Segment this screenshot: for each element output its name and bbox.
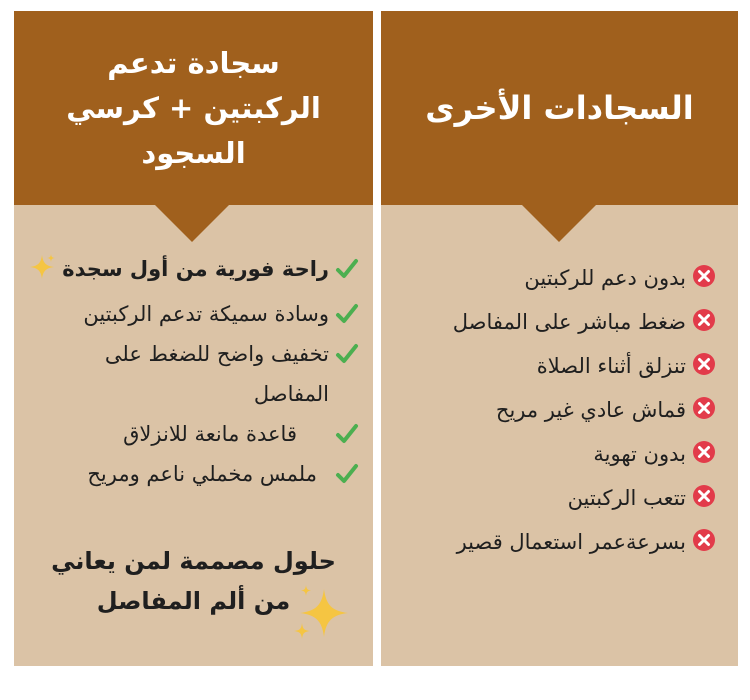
drawback-item [376, 300, 716, 344]
x-icon [692, 484, 716, 508]
product-benefits-list [14, 249, 359, 494]
drawback-item [376, 432, 716, 476]
x-icon [692, 264, 716, 288]
drawback-label: تنزلق أثناء الصلاة [536, 354, 686, 378]
drawback-item [376, 520, 716, 564]
product-title-line3: السجود [141, 135, 246, 170]
drawback-label: بدون دعم للركبتين [524, 266, 686, 290]
x-icon [692, 396, 716, 420]
competitor-header [381, 11, 738, 205]
benefit-item [14, 454, 359, 494]
product-title [28, 41, 358, 176]
x-icon [692, 352, 716, 376]
benefit-item [14, 414, 359, 454]
drawback-label: بدون تهوية [593, 442, 686, 466]
check-icon [335, 302, 359, 326]
x-icon [692, 528, 716, 552]
x-icon [692, 308, 716, 332]
product-title-line2: الركبتين + كرسي [66, 90, 321, 125]
check-icon [335, 462, 359, 486]
drawback-label: قماش عادي غير مريح [495, 398, 686, 422]
benefit-label: راحة فورية من أول سجدة [62, 257, 329, 281]
sparkle-icon [290, 583, 352, 645]
drawback-label: بسرعةعمر استعمال قصير [456, 530, 686, 554]
drawback-label: ضغط مباشر على المفاصل [452, 310, 686, 334]
check-icon [335, 422, 359, 446]
drawback-item [376, 388, 716, 432]
check-icon [335, 257, 359, 281]
x-icon [692, 440, 716, 464]
competitor-title: السجادات الأخرى [425, 88, 694, 127]
drawback-label: تتعب الركبتين [567, 486, 686, 510]
product-panel [14, 11, 373, 666]
benefit-label: قاعدة مانعة للانزلاق [123, 422, 297, 446]
tagline-line2: من ألم المفاصل [96, 587, 291, 615]
benefit-item [14, 334, 359, 414]
drawback-item [376, 344, 716, 388]
competitor-panel [381, 11, 738, 666]
tagline-line1: حلول مصممة لمن يعاني [51, 547, 336, 575]
product-header [14, 11, 373, 205]
check-icon [335, 342, 359, 366]
competitor-header-arrow [521, 204, 597, 242]
benefit-item [14, 249, 359, 294]
drawback-item [376, 476, 716, 520]
benefit-label: وسادة سميكة تدعم الركبتين [83, 302, 329, 326]
benefit-label: ملمس مخملي ناعم ومريح [87, 462, 317, 486]
product-header-arrow [154, 204, 230, 242]
competitor-drawbacks-list [376, 256, 716, 564]
sparkle-icon [28, 253, 56, 294]
benefit-label: تخفيف واضح للضغط على المفاصل [104, 342, 329, 406]
benefit-item [14, 294, 359, 334]
drawback-item [376, 256, 716, 300]
product-title-line1: سجادة تدعم [107, 45, 280, 80]
